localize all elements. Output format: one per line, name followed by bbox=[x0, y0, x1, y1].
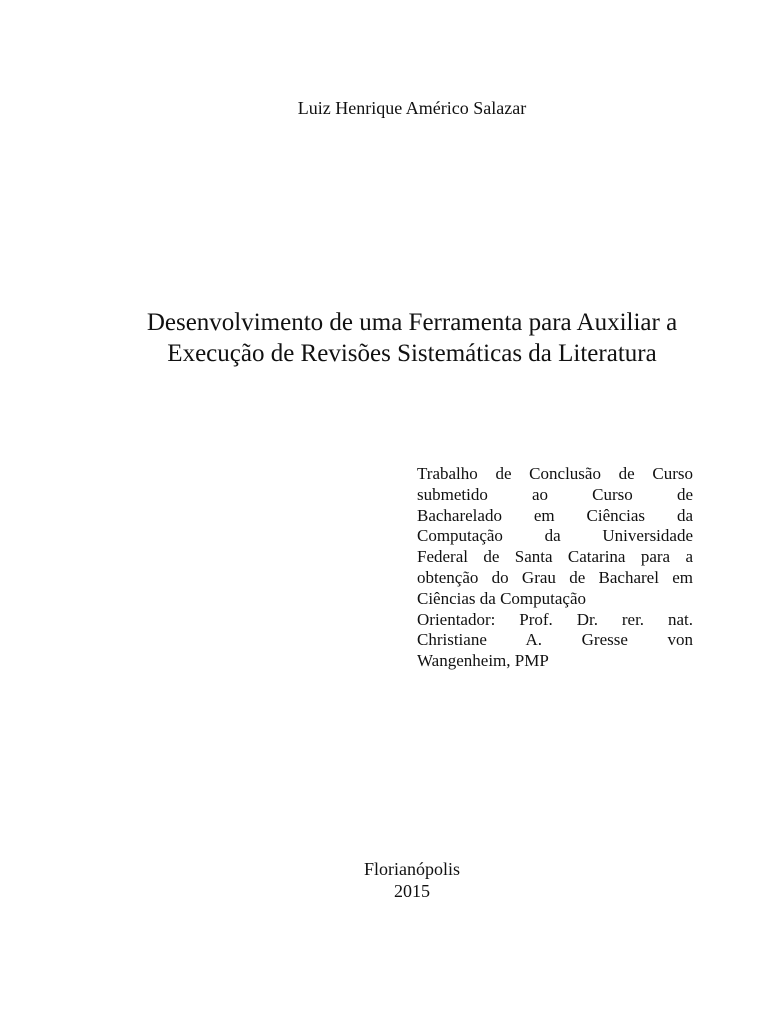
author-name: Luiz Henrique Américo Salazar bbox=[297, 98, 527, 118]
note-line-7: Ciências da Computação bbox=[417, 588, 587, 608]
title-line-1: Desenvolvimento de uma Ferramenta para Auxiliar a bbox=[146, 309, 678, 336]
title-line-2: Execução de Revisões Sistemáticas da Literatura bbox=[167, 340, 657, 367]
note-line-5: Federal de Santa Catarina para a bbox=[417, 547, 693, 567]
submission-note bbox=[417, 464, 693, 672]
note-line-2: submetido ao Curso de bbox=[417, 484, 693, 504]
note-line-10: Wangenheim, PMP bbox=[417, 651, 549, 671]
note-line-8: Orientador: Prof. Dr. rer. nat. bbox=[417, 609, 693, 629]
city: Florianópolis bbox=[363, 859, 460, 879]
note-line-1: Trabalho de Conclusão de Curso bbox=[417, 464, 693, 483]
note-line-3: Bacharelado em Ciências da bbox=[417, 505, 693, 525]
place-and-date bbox=[0, 858, 770, 902]
year: 2015 bbox=[394, 881, 430, 901]
note-line-6: obtenção do Grau de Bacharel em bbox=[417, 567, 693, 587]
note-line-4: Computação da Universidade bbox=[417, 526, 693, 546]
thesis-title bbox=[0, 307, 770, 369]
note-line-9: Christiane A. Gresse von bbox=[417, 630, 693, 650]
